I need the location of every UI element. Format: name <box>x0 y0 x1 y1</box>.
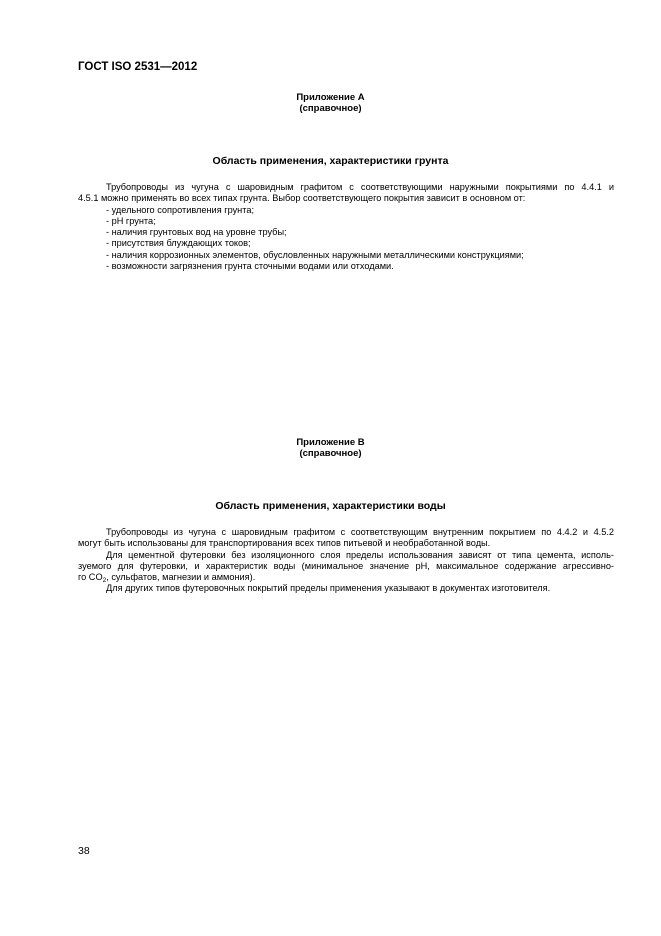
annex-b-paragraph-2 <box>78 550 614 584</box>
page-header: ГОСТ ISO 2531—2012 <box>78 61 198 73</box>
annex-b-subtitle: (справочное) <box>299 448 362 459</box>
list-item: - возможности загрязнения грунта сточными водами или отходами. <box>106 261 394 272</box>
page-number: 38 <box>78 845 90 857</box>
co2-prefix: го CO <box>78 572 103 583</box>
annex-a-title: Приложение А <box>296 92 365 103</box>
annex-a-body <box>78 182 614 272</box>
list-item: - наличия коррозионных элементов, обусловленных наружными металлическими конструкциями; <box>106 249 524 260</box>
annex-a-para-line-2: 4.5.1 можно применять во всех типах грунта. Выбор соответствующего покрытия зависит в основном от: <box>78 193 526 204</box>
co2-subscript: 2 <box>102 577 107 585</box>
annex-b-p1-line-2: могут быть использованы для транспортирования всех типов питьевой и необработанной воды. <box>78 538 491 549</box>
annex-b-p2-line-1: Для цементной футеровки без изоляционного слоя пределы использования зависят от типа цемента, исполь- <box>106 549 614 560</box>
annex-b-title: Приложение В <box>296 437 365 448</box>
list-item: - pH грунта; <box>106 215 156 226</box>
co2-suffix: , сульфатов, магнезии и аммония). <box>106 572 256 583</box>
annex-a-list <box>78 205 614 273</box>
list-item: - присутствия блуждающих токов; <box>106 238 251 249</box>
annex-b-heading: Область применения, характеристики воды <box>215 500 446 512</box>
annex-b-p2-line-3 <box>78 572 614 583</box>
annex-b-paragraph-3: Для других типов футеровочных покрытий пределы применения указывают в документах изготовителя. <box>106 583 551 594</box>
annex-a-heading: Область применения, характеристики грунта <box>212 155 449 167</box>
annex-b-p2-line-2: зуемого для футеровки, и характеристик воды (минимальное значение pH, максимальное содержание агрессивно- <box>78 560 614 571</box>
list-item: - наличия грунтовых вод на уровне трубы; <box>106 227 287 238</box>
annex-b-p1-line-1: Трубопроводы из чугуна с шаровидным графитом с соответствующим внутренним покрытием по 4.4.2 и 4.5.2 <box>106 527 614 537</box>
annex-b-body <box>78 527 614 595</box>
list-item: - удельного сопротивления грунта; <box>106 204 255 215</box>
annex-a-paragraph <box>78 182 614 205</box>
annex-b-paragraph-1 <box>78 527 614 550</box>
annex-a-subtitle: (справочное) <box>299 103 362 114</box>
annex-a-para-line-1: Трубопроводы из чугуна с шаровидным графитом с соответствующими наружными покрытиями по 4.4.1 и <box>106 182 614 192</box>
